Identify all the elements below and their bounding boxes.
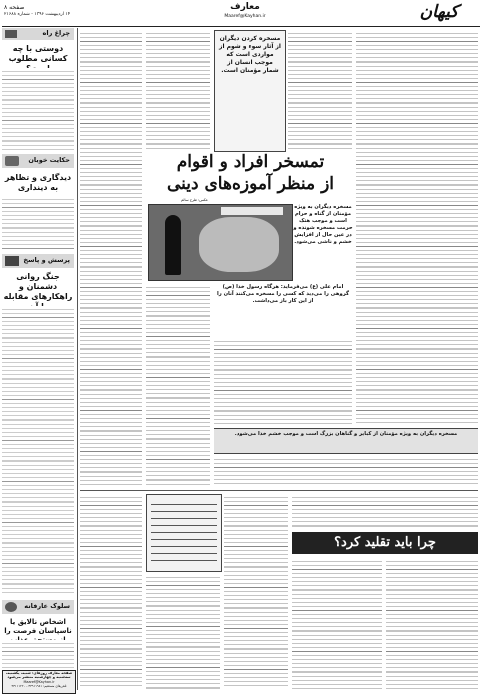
- sidebar-box3-head: پرسش و پاسخ: [23, 256, 70, 264]
- sidebar-divider: [77, 28, 78, 690]
- masthead-rule: [2, 26, 480, 27]
- sidebar-box1-body: [2, 68, 74, 150]
- website: Maaref@Kayhan.ir: [224, 14, 266, 19]
- lower-highlight-box: [146, 494, 222, 572]
- article-body-left: [146, 284, 210, 486]
- article-body-right-lower: [214, 456, 478, 486]
- sidebar-box3-body: [2, 306, 74, 596]
- lower-column-4-top: [292, 494, 478, 530]
- lower-quote: [214, 284, 352, 334]
- bottom-banner-headline: چرا باید تقلید کرد؟: [334, 535, 436, 550]
- figure-silhouette: [165, 215, 181, 275]
- lower-column-3: [224, 494, 288, 689]
- footer-line1: صفحه معارف روزهای: شنبه، یکشنبه،: [5, 671, 73, 675]
- footer-phone: تلفن‌های مستقیم: ۳۳۹۱۱۹۸۱ - ۳۳۱۱۱۲۲۰: [11, 684, 67, 689]
- sidebar-box3-title: جنگ روانی دشمنان و راهکارهای مقابله: [3, 272, 73, 301]
- lower-quote-text: امام علی (ع) می‌فرماید: هرگاه رسول خدا (ص) گروهی را می‌دید که کسی را مسخره می‌کنند آنان را از این کار باز می‌داشت.: [217, 284, 349, 304]
- footer-email: Maaref@Kayhan.ir: [23, 679, 55, 684]
- sidebar-box1-header: [2, 28, 74, 40]
- column-3: [288, 30, 352, 150]
- sidebar-box1-title: دوستی با چه کسانی مطلوب: [8, 44, 68, 63]
- sidebar: [2, 28, 74, 688]
- issue-date: ۱۴ اردیبهشت ۱۳۹۶ - شماره ۲۱۶۸۸: [4, 12, 71, 17]
- main-title-line1: تمسخر افراد و اقوام: [176, 152, 325, 172]
- column-4: [356, 30, 478, 425]
- footer-line2: سه‌شنبه و چهارشنبه منتشر می‌شود: [7, 675, 71, 680]
- sidebar-box2-body: [2, 196, 74, 251]
- footer-box: [2, 670, 76, 694]
- boxed-quote-text: مسخره کردن دیگران از آثار سوء و شوم از مواردی است که موجب انسان از شمار مؤمنان است.: [218, 35, 281, 74]
- masthead: [0, 0, 482, 28]
- book-icon: [5, 30, 17, 38]
- lower-column-4: [292, 558, 382, 689]
- section-title: معارف: [230, 2, 260, 12]
- sidebar-box4-title: اشخاص نالایق یا ناسپاسان فرصت را: [4, 618, 72, 635]
- section-divider: [80, 490, 478, 491]
- main-title-line2: از منظر آموزه‌های دینی: [166, 174, 335, 194]
- lower-column-2: [146, 574, 220, 689]
- cartoon-illustration: [148, 204, 293, 281]
- side-quote-text: مسخره دیگران به ویژه مؤمنان از گناه و حرام است و موجب هتک حرمت مسخره شونده و در عین حال از افزایش خشم و ناشی می‌شود.: [293, 204, 353, 245]
- lower-column-1: [80, 494, 142, 689]
- sidebar-box1-head: چراغ راه: [42, 29, 70, 37]
- sidebar-box3-header: [2, 254, 74, 268]
- lower-column-5: [386, 558, 478, 689]
- sidebar-box4-header: [2, 600, 74, 614]
- pull-quote-strip: [214, 428, 478, 454]
- sidebar-box4-head: سلوک عارفانه: [24, 602, 70, 610]
- sidebar-box4-body: [2, 640, 74, 668]
- laughing-faces: [199, 217, 279, 272]
- hand-icon: [5, 156, 19, 166]
- column-2: [146, 30, 210, 150]
- column-1: [80, 30, 142, 486]
- page-label: صفحه ۸: [4, 4, 25, 11]
- pull-quote-text: مسخره دیگران به ویژه مؤمنان از کبایر و گناهان بزرگ است و موجب خشم خدا می‌شود.: [234, 431, 458, 437]
- pen-icon: [5, 256, 19, 266]
- sidebar-box2-title: دیدگاری و تظاهر به دینداری: [4, 173, 72, 192]
- side-quote: [292, 204, 354, 279]
- sidebar-box2-header: [2, 154, 74, 168]
- bottom-banner: [292, 532, 478, 554]
- article-body-middle: [214, 338, 352, 426]
- photo-caption: عکس: طرح سالم: [181, 198, 208, 202]
- logo: کیهان: [419, 2, 459, 22]
- boxed-quote: [214, 30, 286, 152]
- lower-highlight-lines: [151, 499, 217, 565]
- lamp-icon: [5, 602, 17, 612]
- illustration-banner: [221, 207, 283, 215]
- sidebar-box2-head: حکایت خوبان: [28, 156, 70, 164]
